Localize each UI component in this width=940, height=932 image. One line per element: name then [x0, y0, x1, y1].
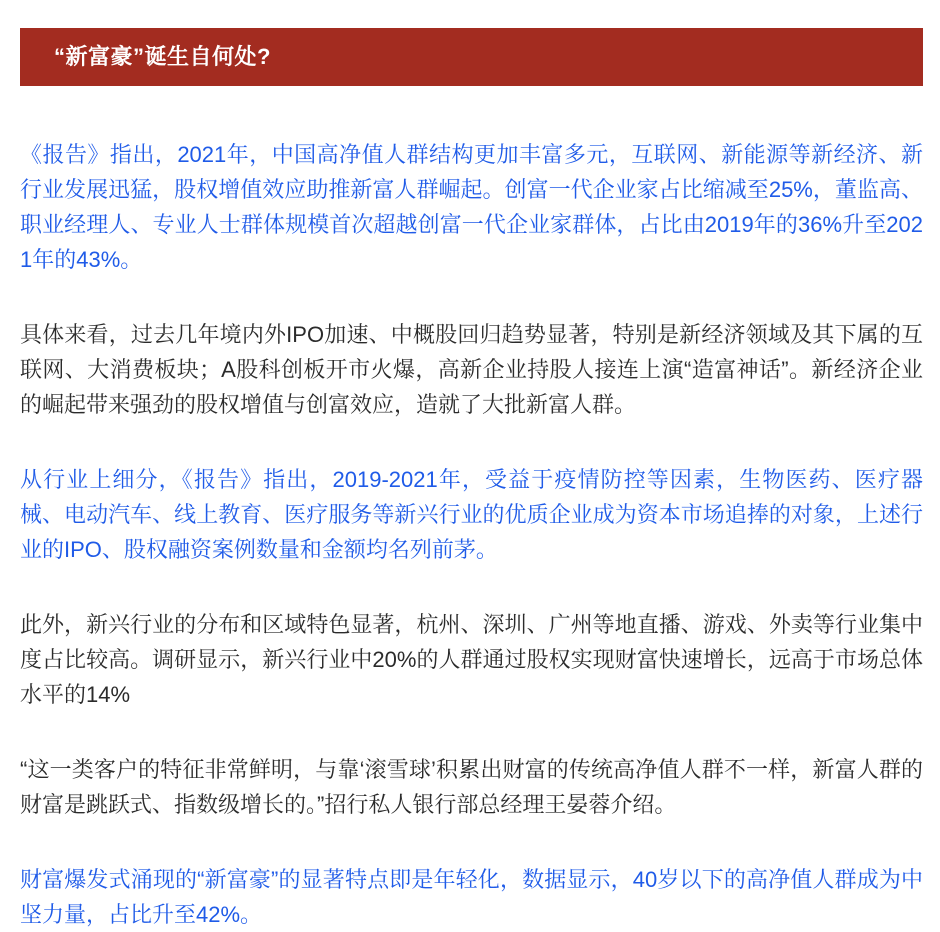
article-paragraph-young-wealth: 财富爆发式涌现的“新富豪”的显著特点即是年轻化，数据显示，40岁以下的高净值人群成为中坚力量，占比升至42%。 [20, 867, 923, 927]
article-paragraph-ipo-trend: 具体来看，过去几年境内外IPO加速、中概股回归趋势显著，特别是新经济领域及其下属的互联网、大消费板块；A股科创板开市火爆，高新企业持股人接连上演“造富神话”。新经济企业的崛起带来强劲的股权增值与创富效应，造就了大批新富人群。 [20, 322, 923, 417]
article-header-bar [20, 28, 923, 86]
article-body [20, 137, 923, 932]
article-paragraph-quote-wangyanrong: “这一类客户的特征非常鲜明，与靠‘滚雪球’积累出财富的传统高净值人群不一样，新富人群的财富是跳跃式、指数级增长的。”招行私人银行部总经理王晏蓉介绍。 [20, 757, 923, 817]
article-title: “新富豪”诞生自何处? [54, 44, 271, 69]
article-paragraph-industry-detail: 从行业上细分，《报告》指出，2019-2021年，受益于疫情防控等因素，生物医药、医疗器械、电动汽车、线上教育、医疗服务等新兴行业的优质企业成为资本市场追捧的对象，上述行业的IPO、股权融资案例数量和金额均名列前茅。 [20, 467, 923, 562]
article-paragraph-regional-feature: 此外，新兴行业的分布和区域特色显著，杭州、深圳、广州等地直播、游戏、外卖等行业集中度占比较高。调研显示，新兴行业中20%的人群通过股权实现财富快速增长，远高于市场总体水平的14% [20, 612, 923, 707]
article-paragraph-report-structure: 《报告》指出，2021年，中国高净值人群结构更加丰富多元，互联网、新能源等新经济、新行业发展迅猛，股权增值效应助推新富人群崛起。创富一代企业家占比缩减至25%，董监高、职业经理人、专业人士群体规模首次超越创富一代企业家群体，占比由2019年的36%升至2021年的43%。 [20, 142, 923, 272]
